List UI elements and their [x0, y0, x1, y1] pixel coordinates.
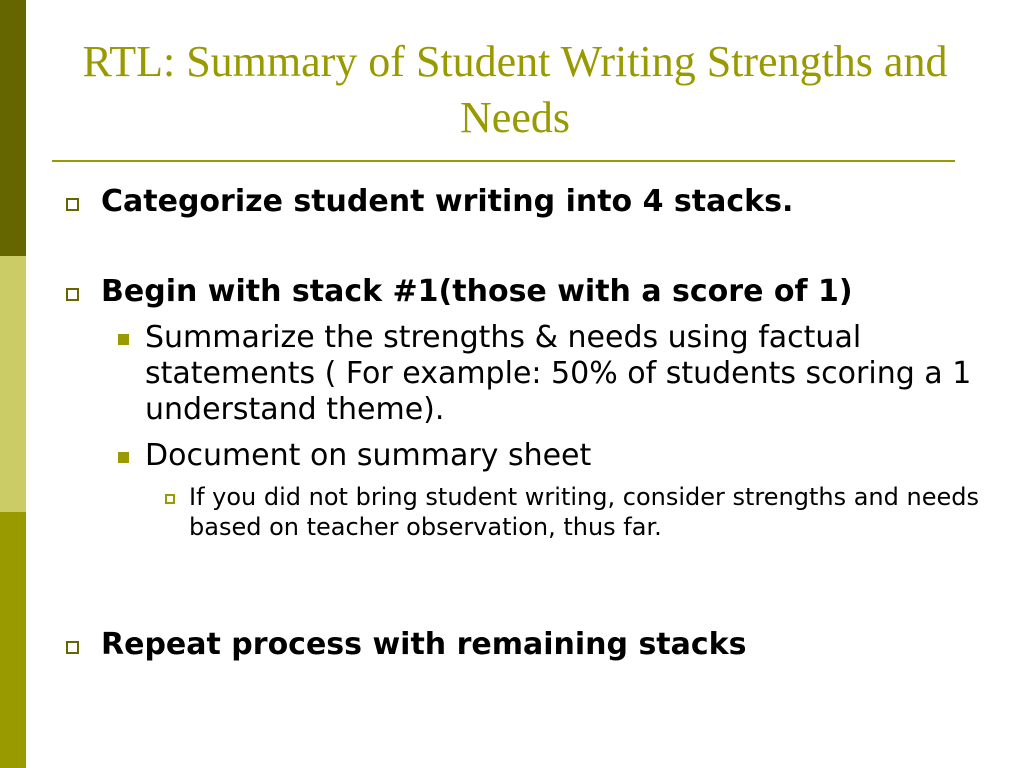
hollow-square-bullet-icon: [66, 288, 79, 301]
sub-bullet-summarize: Summarize the strengths & needs using factual statements ( For example: 50% of students scoring a 1 understand theme).: [145, 320, 972, 427]
solid-square-bullet-icon: [118, 334, 129, 345]
bullet-begin-stack-1: Begin with stack #1(those with a score of 1): [101, 274, 853, 309]
sub-bullet-document: Document on summary sheet: [145, 438, 592, 473]
small-hollow-square-bullet-icon: [165, 494, 175, 504]
solid-square-bullet-icon: [118, 452, 129, 463]
sub-sub-bullet-no-writing: If you did not bring student writing, consider strengths and needs based on teacher observation, thus far.: [189, 483, 979, 541]
hollow-square-bullet-icon: [66, 198, 79, 211]
slide-title: RTL: Summary of Student Writing Strengths and Needs: [82, 37, 948, 142]
bullet-categorize: Categorize student writing into 4 stacks.: [101, 184, 794, 219]
bullet-repeat-process: Repeat process with remaining stacks: [101, 627, 747, 662]
hollow-square-bullet-icon: [66, 641, 79, 654]
